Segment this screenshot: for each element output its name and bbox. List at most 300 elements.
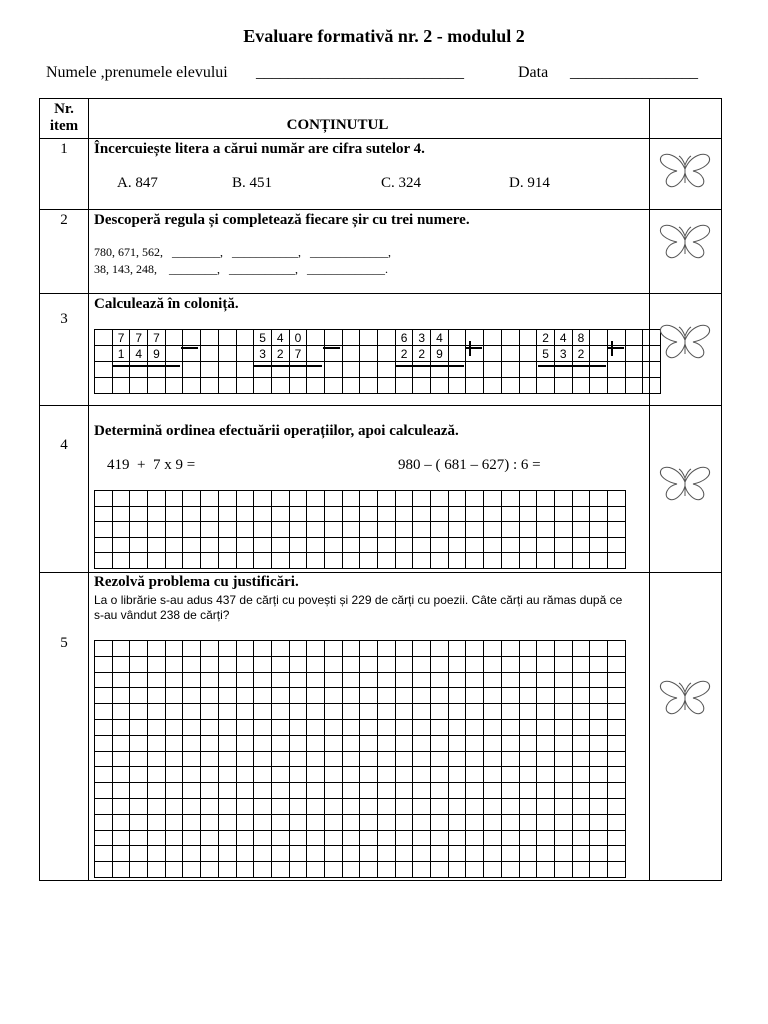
grid-cell[interactable] [519, 378, 537, 394]
grid-cell[interactable] [484, 735, 502, 751]
grid-cell[interactable] [307, 522, 325, 538]
grid-cell[interactable] [95, 814, 113, 830]
grid-cell[interactable] [324, 830, 342, 846]
grid-cell[interactable] [607, 704, 625, 720]
grid-cell[interactable] [254, 553, 272, 569]
grid-cell[interactable] [307, 814, 325, 830]
grid-cell[interactable] [183, 830, 201, 846]
grid-cell[interactable] [431, 672, 449, 688]
grid-cell[interactable] [572, 672, 590, 688]
grid-cell[interactable] [148, 506, 166, 522]
grid-cell[interactable] [289, 506, 307, 522]
grid-cell[interactable] [165, 672, 183, 688]
grid-cell[interactable] [572, 491, 590, 507]
grid-cell[interactable] [378, 553, 396, 569]
grid-cell[interactable] [572, 362, 590, 378]
grid-cell[interactable] [324, 719, 342, 735]
grid-cell[interactable] [254, 751, 272, 767]
grid-cell[interactable] [148, 688, 166, 704]
grid-cell[interactable] [324, 537, 342, 553]
grid-cell[interactable] [466, 719, 484, 735]
grid-cell[interactable] [431, 522, 449, 538]
grid-cell[interactable] [484, 378, 502, 394]
grid-cell[interactable] [289, 553, 307, 569]
grid-cell[interactable] [324, 735, 342, 751]
grid-cell[interactable] [431, 719, 449, 735]
grid-cell[interactable] [130, 553, 148, 569]
grid-cell[interactable] [112, 751, 130, 767]
grid-cell[interactable] [537, 378, 555, 394]
grid-cell[interactable] [554, 688, 572, 704]
grid-cell[interactable] [271, 767, 289, 783]
grid-cell[interactable] [165, 719, 183, 735]
grid-cell[interactable] [271, 522, 289, 538]
grid-cell[interactable] [130, 656, 148, 672]
grid-cell[interactable] [130, 491, 148, 507]
grid-cell[interactable] [360, 537, 378, 553]
grid-cell[interactable] [413, 862, 431, 878]
grid-cell[interactable] [360, 522, 378, 538]
grid-cell[interactable] [271, 783, 289, 799]
grid-cell[interactable] [254, 735, 272, 751]
option-c[interactable]: C. 324 [381, 175, 422, 191]
grid-cell[interactable] [201, 830, 219, 846]
grid-cell[interactable] [307, 751, 325, 767]
work-grid-5[interactable] [94, 640, 626, 878]
grid-cell[interactable] [236, 767, 254, 783]
grid-cell[interactable] [607, 506, 625, 522]
grid-cell[interactable] [413, 846, 431, 862]
grid-cell[interactable] [218, 641, 236, 657]
grid-cell[interactable] [590, 537, 608, 553]
grid-cell[interactable] [395, 798, 413, 814]
grid-cell[interactable] [324, 672, 342, 688]
grid-cell[interactable] [130, 537, 148, 553]
grid-cell[interactable] [271, 830, 289, 846]
grid-cell[interactable] [218, 846, 236, 862]
grid-cell[interactable] [378, 735, 396, 751]
grid-cell[interactable] [148, 846, 166, 862]
grid-cell[interactable] [360, 491, 378, 507]
grid-cell[interactable] [342, 330, 360, 346]
grid-cell[interactable] [165, 751, 183, 767]
grid-cell[interactable] [590, 656, 608, 672]
grid-cell[interactable] [395, 719, 413, 735]
grid-cell[interactable] [289, 814, 307, 830]
grid-cell[interactable] [112, 862, 130, 878]
grid-cell[interactable] [519, 672, 537, 688]
grid-cell[interactable] [501, 798, 519, 814]
grid-cell[interactable] [307, 735, 325, 751]
grid-cell[interactable] [554, 672, 572, 688]
grid-cell[interactable] [95, 656, 113, 672]
grid-cell[interactable] [484, 862, 502, 878]
grid-cell[interactable] [289, 846, 307, 862]
grid-cell[interactable] [148, 830, 166, 846]
grid-cell[interactable] [554, 798, 572, 814]
grid-cell[interactable] [413, 735, 431, 751]
grid-cell[interactable] [360, 688, 378, 704]
grid-cell[interactable] [466, 330, 484, 346]
grid-cell[interactable] [218, 491, 236, 507]
grid-cell[interactable] [431, 704, 449, 720]
grid-cell[interactable] [484, 346, 502, 362]
grid-cell[interactable] [501, 846, 519, 862]
grid-cell[interactable] [95, 751, 113, 767]
grid-cell[interactable] [183, 672, 201, 688]
grid-cell[interactable] [165, 346, 183, 362]
grid-cell[interactable] [183, 491, 201, 507]
grid-cell[interactable] [448, 846, 466, 862]
grid-cell[interactable] [448, 814, 466, 830]
grid-cell[interactable] [130, 522, 148, 538]
grid-cell[interactable] [342, 830, 360, 846]
date-blank[interactable]: ________________ [570, 64, 698, 81]
grid-cell[interactable] [519, 814, 537, 830]
grid-cell[interactable] [378, 378, 396, 394]
grid-cell[interactable] [519, 846, 537, 862]
grid-cell[interactable] [572, 522, 590, 538]
grid-cell[interactable] [95, 506, 113, 522]
grid-cell[interactable] [537, 641, 555, 657]
grid-cell[interactable] [501, 537, 519, 553]
grid-cell[interactable] [572, 506, 590, 522]
grid-cell[interactable] [307, 846, 325, 862]
grid-cell[interactable] [519, 641, 537, 657]
grid-cell[interactable] [342, 672, 360, 688]
grid-cell[interactable] [607, 522, 625, 538]
grid-cell[interactable] [431, 735, 449, 751]
grid-cell[interactable] [501, 378, 519, 394]
grid-cell[interactable] [448, 719, 466, 735]
grid-cell[interactable] [254, 830, 272, 846]
grid-cell[interactable] [413, 704, 431, 720]
grid-cell[interactable] [395, 672, 413, 688]
grid-cell[interactable] [218, 378, 236, 394]
grid-cell[interactable] [183, 735, 201, 751]
grid-cell[interactable] [165, 688, 183, 704]
grid-cell[interactable] [484, 330, 502, 346]
grid-cell[interactable] [236, 830, 254, 846]
grid-cell[interactable] [95, 735, 113, 751]
grid-cell[interactable] [537, 735, 555, 751]
grid-cell[interactable] [342, 719, 360, 735]
grid-cell[interactable] [307, 506, 325, 522]
grid-cell[interactable] [183, 814, 201, 830]
grid-cell[interactable] [218, 656, 236, 672]
grid-cell[interactable] [112, 641, 130, 657]
grid-cell[interactable] [236, 378, 254, 394]
grid-cell[interactable] [572, 537, 590, 553]
grid-cell[interactable] [289, 522, 307, 538]
grid-cell[interactable] [572, 830, 590, 846]
grid-cell[interactable] [307, 656, 325, 672]
grid-cell[interactable] [165, 814, 183, 830]
grid-cell[interactable] [448, 378, 466, 394]
grid-cell[interactable] [201, 522, 219, 538]
grid-cell[interactable] [324, 641, 342, 657]
grid-cell[interactable] [95, 846, 113, 862]
grid-cell[interactable] [484, 672, 502, 688]
grid-cell[interactable] [148, 783, 166, 799]
grid-cell[interactable] [324, 783, 342, 799]
grid-cell[interactable] [590, 783, 608, 799]
grid-cell[interactable] [395, 814, 413, 830]
grid-cell[interactable] [165, 767, 183, 783]
grid-cell[interactable] [572, 553, 590, 569]
grid-cell[interactable] [236, 688, 254, 704]
grid-cell[interactable] [112, 378, 130, 394]
grid-cell[interactable] [324, 767, 342, 783]
grid-cell[interactable] [378, 830, 396, 846]
grid-cell[interactable] [590, 362, 608, 378]
grid-cell[interactable] [236, 553, 254, 569]
grid-cell[interactable] [537, 719, 555, 735]
grid-cell[interactable] [218, 553, 236, 569]
grid-cell[interactable] [342, 656, 360, 672]
grid-cell[interactable] [95, 330, 113, 346]
grid-cell[interactable] [324, 704, 342, 720]
grid-cell[interactable] [218, 767, 236, 783]
grid-cell[interactable] [431, 783, 449, 799]
grid-cell[interactable] [466, 767, 484, 783]
grid-cell[interactable] [307, 783, 325, 799]
grid-cell[interactable] [307, 719, 325, 735]
grid-cell[interactable] [307, 641, 325, 657]
grid-cell[interactable] [554, 491, 572, 507]
grid-cell[interactable] [519, 735, 537, 751]
grid-cell[interactable] [466, 735, 484, 751]
grid-cell[interactable] [342, 783, 360, 799]
grid-cell[interactable] [95, 830, 113, 846]
grid-cell[interactable] [554, 735, 572, 751]
grid-cell[interactable] [236, 814, 254, 830]
grid-cell[interactable] [218, 704, 236, 720]
grid-cell[interactable] [342, 688, 360, 704]
grid-cell[interactable] [484, 522, 502, 538]
grid-cell[interactable] [165, 506, 183, 522]
grid-cell[interactable] [112, 688, 130, 704]
grid-cell[interactable] [201, 688, 219, 704]
grid-cell[interactable] [448, 346, 466, 362]
grid-cell[interactable] [342, 506, 360, 522]
grid-cell[interactable] [95, 641, 113, 657]
grid-cell[interactable] [307, 688, 325, 704]
grid-cell[interactable] [501, 491, 519, 507]
grid-cell[interactable] [271, 641, 289, 657]
grid-cell[interactable] [342, 641, 360, 657]
grid-cell[interactable] [395, 846, 413, 862]
grid-cell[interactable] [501, 688, 519, 704]
grid-cell[interactable] [466, 656, 484, 672]
grid-cell[interactable] [590, 798, 608, 814]
grid-cell[interactable] [360, 378, 378, 394]
grid-cell[interactable] [378, 798, 396, 814]
grid-cell[interactable] [378, 506, 396, 522]
grid-cell[interactable] [201, 783, 219, 799]
grid-cell[interactable] [501, 330, 519, 346]
grid-cell[interactable] [148, 656, 166, 672]
grid-cell[interactable] [254, 506, 272, 522]
grid-cell[interactable] [448, 491, 466, 507]
grid-cell[interactable] [148, 672, 166, 688]
grid-cell[interactable] [501, 735, 519, 751]
grid-cell[interactable] [130, 783, 148, 799]
grid-cell[interactable] [431, 537, 449, 553]
grid-cell[interactable] [218, 522, 236, 538]
grid-cell[interactable] [342, 491, 360, 507]
grid-cell[interactable] [607, 846, 625, 862]
grid-cell[interactable] [236, 704, 254, 720]
grid-cell[interactable] [201, 704, 219, 720]
grid-cell[interactable] [590, 346, 608, 362]
grid-cell[interactable] [607, 656, 625, 672]
grid-cell[interactable] [218, 862, 236, 878]
grid-cell[interactable] [218, 735, 236, 751]
grid-cell[interactable] [466, 491, 484, 507]
grid-cell[interactable] [519, 751, 537, 767]
grid-cell[interactable] [607, 688, 625, 704]
grid-cell[interactable] [360, 735, 378, 751]
grid-cell[interactable] [537, 704, 555, 720]
grid-cell[interactable] [466, 641, 484, 657]
grid-cell[interactable] [448, 362, 466, 378]
grid-cell[interactable] [448, 688, 466, 704]
grid-cell[interactable] [201, 814, 219, 830]
grid-cell[interactable] [484, 719, 502, 735]
grid-cell[interactable] [165, 522, 183, 538]
grid-cell[interactable] [607, 641, 625, 657]
grid-cell[interactable] [554, 378, 572, 394]
grid-cell[interactable] [590, 522, 608, 538]
sequence-2[interactable]: 38, 143, 248, ________, ___________, _____________. [94, 262, 388, 276]
grid-cell[interactable] [130, 735, 148, 751]
grid-cell[interactable] [360, 704, 378, 720]
grid-cell[interactable] [183, 506, 201, 522]
grid-cell[interactable] [625, 378, 643, 394]
grid-cell[interactable] [130, 362, 148, 378]
grid-cell[interactable] [537, 767, 555, 783]
grid-cell[interactable] [342, 751, 360, 767]
grid-cell[interactable] [607, 672, 625, 688]
grid-cell[interactable] [395, 830, 413, 846]
grid-cell[interactable] [342, 862, 360, 878]
grid-cell[interactable] [254, 814, 272, 830]
grid-cell[interactable] [271, 862, 289, 878]
grid-cell[interactable] [484, 704, 502, 720]
grid-cell[interactable] [254, 491, 272, 507]
grid-cell[interactable] [95, 346, 113, 362]
grid-cell[interactable] [201, 537, 219, 553]
grid-cell[interactable] [537, 798, 555, 814]
grid-cell[interactable] [395, 783, 413, 799]
grid-cell[interactable] [271, 688, 289, 704]
grid-cell[interactable] [466, 553, 484, 569]
grid-cell[interactable] [537, 537, 555, 553]
option-d[interactable]: D. 914 [509, 175, 550, 191]
grid-cell[interactable] [148, 704, 166, 720]
name-blank[interactable]: __________________________ [256, 64, 464, 81]
grid-cell[interactable] [590, 330, 608, 346]
grid-cell[interactable] [378, 704, 396, 720]
grid-cell[interactable] [289, 688, 307, 704]
grid-cell[interactable] [572, 688, 590, 704]
grid-cell[interactable] [572, 719, 590, 735]
grid-cell[interactable] [165, 537, 183, 553]
grid-cell[interactable] [289, 862, 307, 878]
grid-cell[interactable] [148, 719, 166, 735]
grid-cell[interactable] [519, 346, 537, 362]
grid-cell[interactable] [572, 767, 590, 783]
grid-cell[interactable] [378, 346, 396, 362]
grid-cell[interactable] [501, 641, 519, 657]
grid-cell[interactable] [431, 491, 449, 507]
grid-cell[interactable] [342, 704, 360, 720]
grid-cell[interactable] [271, 491, 289, 507]
grid-cell[interactable] [165, 830, 183, 846]
grid-cell[interactable] [148, 814, 166, 830]
grid-cell[interactable] [342, 522, 360, 538]
grid-cell[interactable] [519, 767, 537, 783]
grid-cell[interactable] [501, 506, 519, 522]
grid-cell[interactable] [271, 719, 289, 735]
grid-cell[interactable] [466, 362, 484, 378]
grid-cell[interactable] [519, 362, 537, 378]
grid-cell[interactable] [360, 719, 378, 735]
grid-cell[interactable] [590, 751, 608, 767]
grid-cell[interactable] [165, 362, 183, 378]
grid-cell[interactable] [271, 846, 289, 862]
grid-cell[interactable] [466, 704, 484, 720]
grid-cell[interactable] [360, 862, 378, 878]
grid-cell[interactable] [201, 719, 219, 735]
grid-cell[interactable] [448, 641, 466, 657]
grid-cell[interactable] [607, 330, 625, 346]
grid-cell[interactable] [448, 522, 466, 538]
grid-cell[interactable] [537, 362, 555, 378]
grid-cell[interactable] [342, 362, 360, 378]
grid-cell[interactable] [201, 751, 219, 767]
grid-cell[interactable] [413, 672, 431, 688]
grid-cell[interactable] [307, 798, 325, 814]
grid-cell[interactable] [519, 330, 537, 346]
grid-cell[interactable] [112, 537, 130, 553]
grid-cell[interactable] [537, 830, 555, 846]
grid-cell[interactable] [590, 814, 608, 830]
grid-cell[interactable] [378, 862, 396, 878]
grid-cell[interactable] [448, 553, 466, 569]
grid-cell[interactable] [607, 346, 625, 362]
grid-cell[interactable] [148, 767, 166, 783]
grid-cell[interactable] [236, 672, 254, 688]
grid-cell[interactable] [395, 735, 413, 751]
grid-cell[interactable] [254, 672, 272, 688]
grid-cell[interactable] [307, 553, 325, 569]
grid-cell[interactable] [395, 362, 413, 378]
grid-cell[interactable] [625, 362, 643, 378]
grid-cell[interactable] [378, 641, 396, 657]
grid-cell[interactable] [360, 672, 378, 688]
grid-cell[interactable] [501, 783, 519, 799]
grid-cell[interactable] [431, 830, 449, 846]
grid-cell[interactable] [324, 862, 342, 878]
grid-cell[interactable] [413, 814, 431, 830]
grid-cell[interactable] [289, 704, 307, 720]
grid-cell[interactable] [130, 830, 148, 846]
grid-cell[interactable] [448, 656, 466, 672]
grid-cell[interactable] [466, 522, 484, 538]
grid-cell[interactable] [95, 688, 113, 704]
